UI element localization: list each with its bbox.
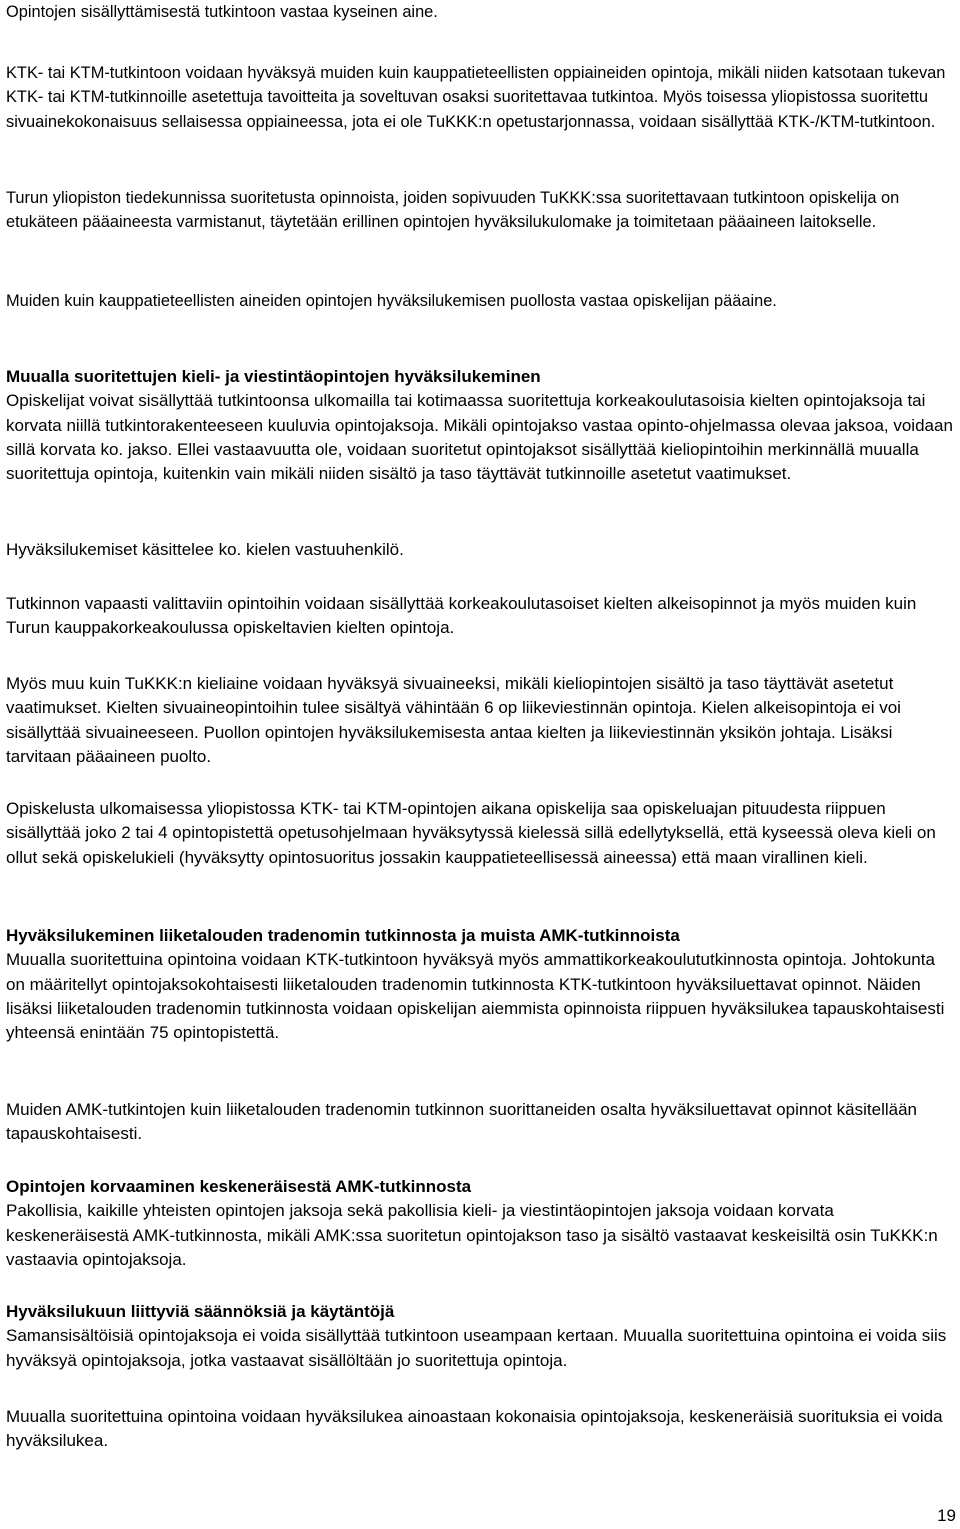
section-heading: Opintojen korvaaminen keskeneräisestä AMK-tutkinnosta [6,1177,472,1196]
paragraph-ktk-ktm: KTK- tai KTM-tutkintoon voidaan hyväksyä muiden kuin kauppatieteellisten oppiaineiden opintoja, mikäli niiden katsotaan tukevan KTK- tai KTM-tutkinnoille asetettuja tavoitteita ja soveltuvan osaksi suoritettavaa tutkintoa. Myös toisessa yliopistossa suoritettu sivuainekokonaisuus sellaisessa oppiaineessa, jota ei ole TuKKK:n opetustarjonnassa, voidaan sisällyttää KTK-/KTM-tutkintoon. [6,64,946,131]
paragraph-muu-kieliaine: Myös muu kuin TuKKK:n kieliaine voidaan hyväksyä sivuaineeksi, mikäli kieliopintojen sisältö ja taso täyttävät asetetut vaatimukset. Kielten sivuaineopintoihin tulee sisältyä vähintään 6 op liikeviestinnän opintoja. Kielen alkeisopintoja ei voi sisällyttää sivuaineeseen. Puollon opintojen hyväksilukemisesta antaa kielten ja liikeviestinnän yksikön johtaja. Lisäksi tarvitaan pääaineen puolto. [6,674,901,766]
paragraph-ulkomainen-yliopisto: Opiskelusta ulkomaisessa yliopistossa KTK- tai KTM-opintojen aikana opiskelija saa opiskeluajan pituudesta riippuen sisällyttää joko 2 tai 4 opintopistettä opetusohjelmaan hyväksytyssä kielessä sillä edellytyksellä, että kyseessä oleva kieli on ollut sekä opiskelukieli (hyväksytty opintosuoritus jossakin kauppatieteellisessä aineessa) että maan virallinen kieli. [6,799,936,867]
section-kieli-viestinta [6,365,954,486]
paragraph-muiden-aineiden: Muiden kuin kauppatieteellisten aineiden opintojen hyväksilukemisen puollosta vastaa opiskelijan pääaine. [6,292,777,310]
paragraph-turun-yliopisto: Turun yliopiston tiedekunnissa suoritetusta opinnoista, joiden sopivuuden TuKKK:ssa suoritettavaan tutkintoon opiskelija on etukäteen pääaineesta varmistanut, täytetään erillinen opintojen hyväksilukulomake ja toimitetaan pääaineen laitokselle. [6,189,900,232]
section-body: Pakollisia, kaikille yhteisten opintojen jaksoja sekä pakollisia kieli- ja viestintäopintojen jaksoja voidaan korvata keskeneräisestä AMK-tutkinnosta, mikäli AMK:ssa suoritetun opintojakson taso ja sisältö vastaavat keskeisiltä osin TuKKK:n vastaavia opintojaksoja. [6,1201,938,1269]
section-tradenomi [6,924,954,1045]
section-keskenerainen-amk [6,1175,954,1272]
paragraph-intro: Opintojen sisällyttämisestä tutkintoon vastaa kyseinen aine. [6,3,438,21]
paragraph-vastuuhenkilo: Hyväksilukemiset käsittelee ko. kielen vastuuhenkilö. [6,540,404,559]
paragraph-kokonaiset-jaksot: Muualla suoritettuina opintoina voidaan hyväksilukea ainoastaan kokonaisia opintojaksoja, keskeneräisiä suorituksia ei voida hyväksilukea. [6,1407,943,1451]
section-saannokset [6,1300,954,1373]
section-heading: Muualla suoritettujen kieli- ja viestintäopintojen hyväksilukeminen [6,367,541,386]
section-body: Opiskelijat voivat sisällyttää tutkintoonsa ulkomailla tai kotimaassa suoritettuja korkeakoulutasoisia kielten opintojaksoja tai korvata niillä tutkintorakenteeseen kuuluvia opintojaksoja. Mikäli opintojakso vastaa opinto-ohjelmassa olevaa jaksoa, voidaan sillä korvata ko. jakso. Ellei vastaavuutta ole, voidaan suoritetut opintojaksot sisällyttää kieliopintoihin merkinnällä muualla suoritettuja opintoja, kuitenkin vain mikäli niiden sisältö ja taso täyttävät tutkinnoille asetetut vaatimukset. [6,391,953,484]
paragraph-muut-amk: Muiden AMK-tutkintojen kuin liiketalouden tradenomin tutkinnon suorittaneiden osalta hyväksiluettavat opinnot käsitellään tapauskohtaisesti. [6,1100,918,1144]
section-heading: Hyväksilukuun liittyviä säännöksiä ja käytäntöjä [6,1302,395,1321]
section-body: Muualla suoritettuina opintoina voidaan KTK-tutkintoon hyväksyä myös ammattikorkeakoulututkinnosta opintoja. Johtokunta on määritellyt opintojaksokohtaisesti liiketalouden tradenomin tutkinnosta KTK-tutkintoon hyväksiluettavat opinnot. Näiden lisäksi liiketalouden tradenomin tutkinnosta voidaan opiskelijan aiemmista opinnoista riippuen hyväksilukea tapauskohtaisesti yhteensä enintään 75 opintopistettä. [6,950,945,1043]
section-body: Samansisältöisiä opintojaksoja ei voida sisällyttää tutkintoon useampaan kertaan. Muualla suoritettuina opintoina ei voida siis hyväksyä opintojaksoja, jotka vastaavat sisällöltään jo suoritettuja opintoja. [6,1326,947,1370]
page-number: 19 [937,1506,956,1525]
paragraph-vapaasti-valittavat: Tutkinnon vapaasti valittaviin opintoihin voidaan sisällyttää korkeakoulutasoiset kielten alkeisopinnot ja myös muiden kuin Turun kauppakorkeakoulussa opiskeltavien kielten opintoja. [6,594,917,638]
section-heading: Hyväksilukeminen liiketalouden tradenomin tutkinnosta ja muista AMK-tutkinnoista [6,926,680,945]
